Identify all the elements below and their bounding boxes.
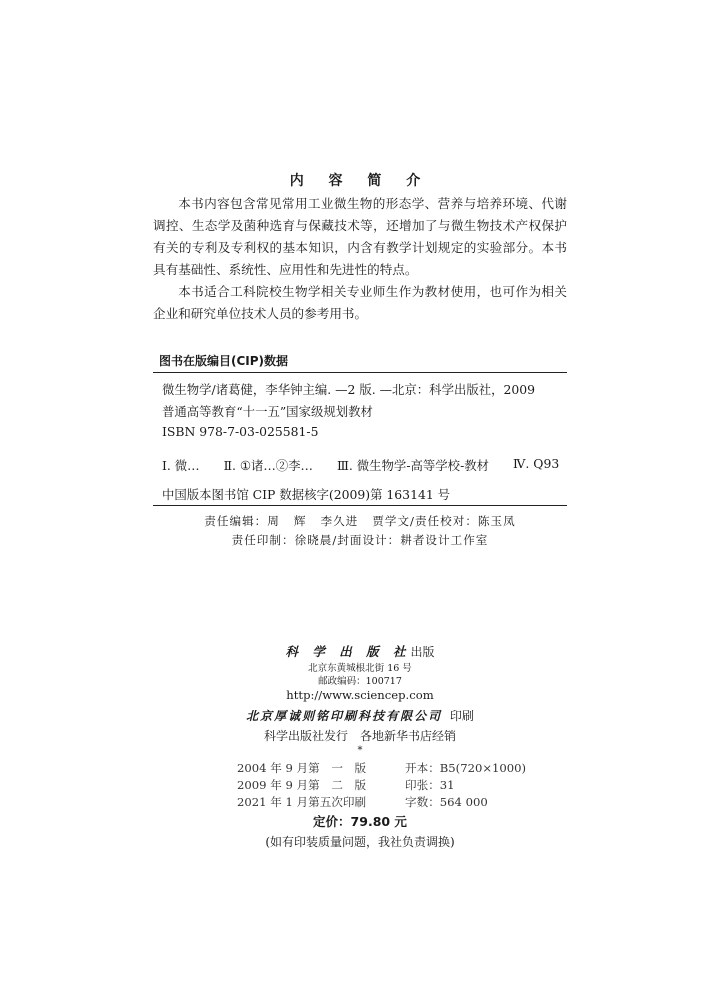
cip-series-line: 普通高等教育“十一五”国家级规划教材 [162, 404, 373, 419]
edition-row [237, 777, 455, 793]
separator-star: * [357, 745, 363, 756]
summary-paragraph-2: 本书适合工科院校生物学相关专业师生作为教材使用，也可作为相关企业和研究单位技术人员的参考用书。 [153, 284, 567, 321]
editor-name: 贾学文/责任校对：陈玉凤 [372, 514, 516, 528]
edition-spec: 字数：564 000 [405, 795, 488, 809]
publisher-postcode: 邮政编码：100717 [318, 676, 402, 687]
distributor: 科学出版社发行 [263, 729, 348, 743]
printer-line [0, 707, 720, 724]
publisher-name: 科 学 出 版 社 [285, 644, 411, 659]
edition-row [237, 794, 488, 810]
edition-date: 2009 年 9 月第 二 版 [237, 778, 367, 792]
cip-heading: 图书在版编目(CIP)数据 [159, 354, 289, 368]
editor-credits [0, 513, 720, 529]
editor-name: 辉 [293, 514, 307, 528]
summary-paragraph-1: 本书内容包含常见常用工业微生物的形态学、营养与培养环境、代谢调控、生态学及菌种选育与保藏技术等，还增加了与微生物技术产权保护有关的专利及专利权的基本知识，内含有教学计划规定的实验部分。本书具有基础性、系统性、应用性和先进性的特点。 [153, 196, 567, 277]
cip-verification: 中国版本图书馆 CIP 数据核字(2009)第 163141 号 [162, 487, 451, 502]
cip-top-rule [153, 372, 567, 373]
printer-name: 北京厚诚则铭印刷科技有限公司 [246, 709, 443, 723]
summary-heading: 内 容 简 介 [289, 173, 431, 189]
cip-class-item: Ⅲ. 微生物学-高等学校-教材 [336, 458, 490, 473]
edition-date: 2021 年 1 月第五次印刷 [237, 795, 367, 809]
edition-spec: 印张：31 [405, 778, 455, 792]
quality-note: (如有印装质量问题，我社负责调换) [265, 835, 455, 849]
sellers: 各地新华书店经销 [360, 729, 457, 743]
publisher-line [0, 642, 720, 660]
edition-row [237, 760, 526, 776]
edition-spec: 开本：B5(720×1000) [405, 761, 527, 775]
cip-class-item: Ⅰ. 微… [162, 458, 200, 473]
printer-suffix: 印刷 [449, 709, 474, 723]
publisher-url: http://www.sciencep.com [286, 688, 434, 702]
cip-bottom-rule [153, 505, 567, 506]
cip-class-item: Ⅱ. ①诸…②李… [223, 458, 313, 473]
editor-name: 李久进 [320, 514, 359, 528]
summary-body [153, 193, 567, 325]
publisher-address: 北京东黄城根北街 16 号 [308, 663, 412, 674]
cip-catalog-line: 微生物学/诸葛健，李华钟主编. —2 版. —北京：科学出版社，2009 [162, 382, 536, 397]
print-credits: 责任印制：徐晓晨/封面设计：耕者设计工作室 [231, 533, 489, 547]
edition-date: 2004 年 9 月第 一 版 [237, 761, 367, 775]
price: 定价：79.80 元 [313, 814, 407, 829]
publisher-suffix: 出版 [410, 645, 435, 659]
cip-class-item: Ⅳ. Q93 [513, 456, 560, 471]
cip-isbn: ISBN 978-7-03-025581-5 [162, 424, 319, 439]
distribution-line [0, 727, 720, 744]
cip-classification [162, 456, 562, 474]
editors-label: 责任编辑：周 [204, 514, 280, 528]
